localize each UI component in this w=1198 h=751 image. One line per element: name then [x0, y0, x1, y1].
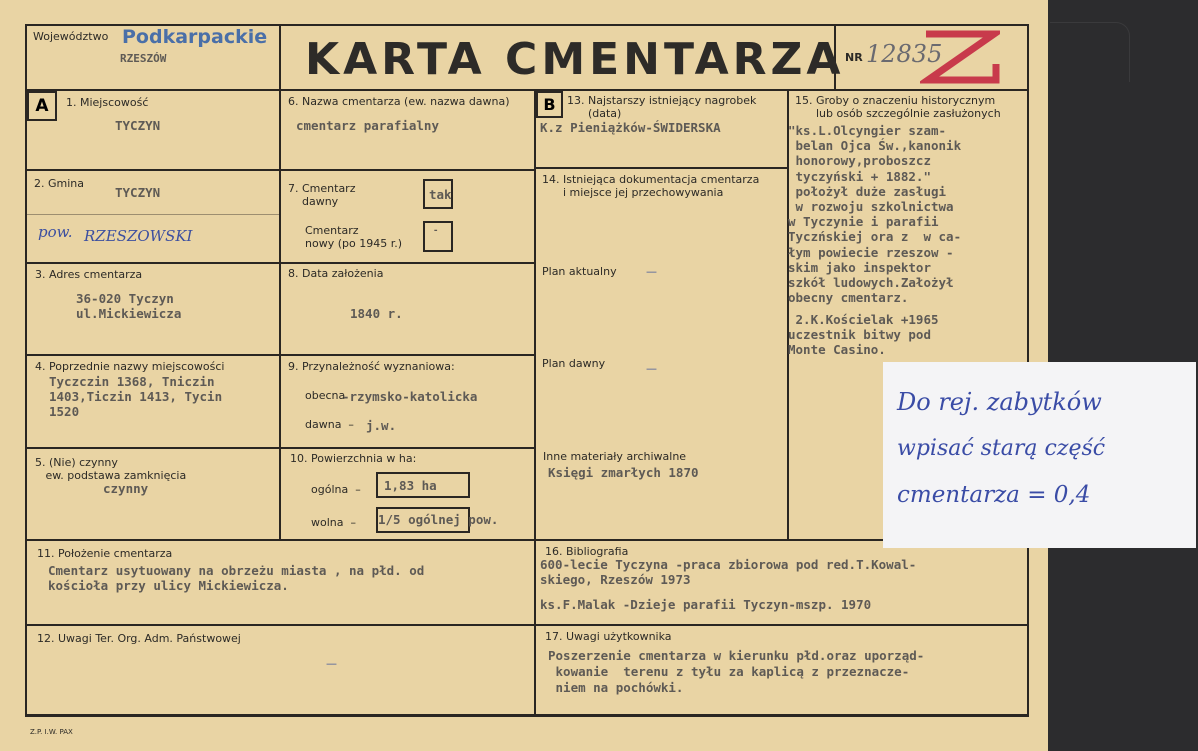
- f16-label: 16. Bibliografia: [545, 545, 629, 558]
- f7-old-label: 7. Cmentarz dawny: [288, 182, 356, 208]
- sticky-note: [883, 362, 1196, 548]
- f1-value: TYCZYN: [115, 118, 161, 133]
- f10-free-label: wolna –: [311, 516, 356, 529]
- f17-label: 17. Uwagi użytkownika: [545, 630, 672, 643]
- f10-total-value: 1,83 ha: [384, 478, 437, 493]
- wojewodztwo-label: Województwo: [33, 30, 109, 43]
- f6-label: 6. Nazwa cmentarza (ew. nazwa dawna): [288, 95, 510, 108]
- plan-old-label: Plan dawny: [542, 357, 606, 370]
- f4-label: 4. Poprzednie nazwy miejscowości: [35, 360, 225, 373]
- f15-value: "ks.L.Olcyngier szam- belan Ojca Św.,kanonik honorowy,proboszcz tyczyński + 1882." położył duże zasługi w rozwoju szkolnictwa w Tyczynie i parafii Tyczńskiej ora z w ca- łym powiecie rzeszow - skim jako inspektor szkół ludowych.Założył obecny cmentarz.: [788, 123, 962, 306]
- section-b-badge: B: [536, 91, 563, 118]
- f15-value2: 2.K.Kościelak +1965 uczestnik bitwy pod Monte Casino.: [788, 312, 939, 358]
- f7-new-box: [423, 221, 453, 252]
- nr-label: NR: [845, 51, 863, 64]
- f4-value: Tyczczin 1368, Tniczin 1403,Ticzin 1413, Tycin 1520: [49, 374, 223, 419]
- f11-value: Cmentarz usytuowany na obrzeżu miasta , na płd. od kościoła przy ulicy Mickiewicza.: [48, 563, 425, 593]
- f7-new-value: -: [433, 226, 439, 236]
- f5-label: 5. (Nie) czynny ew. podstawa zamknięcia: [35, 456, 187, 482]
- f12-label: 12. Uwagi Ter. Org. Adm. Państwowej: [37, 632, 241, 645]
- f2-label: 2. Gmina: [34, 177, 84, 190]
- f10-total-box: [376, 472, 470, 498]
- f5-value: czynny: [103, 481, 149, 496]
- f2-hand-prefix: pow.: [38, 223, 73, 241]
- f3-label: 3. Adres cmentarza: [35, 268, 143, 281]
- red-z-mark: [920, 26, 1000, 86]
- note-line-3: cmentarza = 0,4: [897, 482, 1091, 508]
- f7-old-box: [423, 179, 453, 209]
- page-title: KARTA CMENTARZA: [305, 34, 845, 85]
- wojewodztwo-stamp: Podkarpackie: [122, 26, 268, 48]
- f17-value: Poszerzenie cmentarza w kierunku płd.oraz uporząd- kowanie terenu z tyłu za kaplicą z przeznacze- niem na pochówki.: [548, 648, 925, 695]
- f9-label: 9. Przynależność wyznaniowa:: [288, 360, 455, 373]
- f16-value2: ks.F.Malak -Dzieje parafii Tyczyn-mszp. 1970: [540, 597, 872, 612]
- f15-label: 15. Groby o znaczeniu historycznym lub osób szczególnie zasłużonych: [795, 94, 1001, 120]
- note-line-2: wpisać starą część: [897, 436, 1106, 461]
- f6-value: cmentarz parafialny: [296, 118, 439, 133]
- f13-value: K.z Pieniążków-ŚWIDERSKA: [540, 120, 721, 135]
- nr-value: 12835: [866, 40, 943, 68]
- wojewodztwo-typed: RZESZÓW: [120, 52, 167, 65]
- f9-former-value: j.w.: [366, 418, 397, 433]
- other-materials-label: Inne materiały archiwalne: [543, 450, 687, 463]
- plan-old-value: —: [646, 362, 657, 375]
- f10-total-label: ogólna –: [311, 483, 361, 496]
- plan-current-value: —: [646, 265, 657, 278]
- f2-hand-value: RZESZOWSKI: [84, 227, 193, 245]
- f16-value1: 600-lecie Tyczyna -praca zbiorowa pod red.T.Kowal- skiego, Rzeszów 1973: [540, 557, 917, 587]
- f8-label: 8. Data założenia: [288, 267, 384, 280]
- f10-label: 10. Powierzchnia w ha:: [290, 452, 417, 465]
- f7-old-value: tak: [429, 187, 452, 202]
- f12-value: —: [326, 657, 337, 670]
- section-a-badge: A: [27, 91, 57, 121]
- f9-former-label: dawna –: [305, 418, 354, 431]
- plan-current-label: Plan aktualny: [542, 265, 617, 278]
- f9-current-value: -rzymsko-katolicka: [342, 389, 478, 404]
- f7-new-label: Cmentarz nowy (po 1945 r.): [305, 224, 402, 250]
- f10-free-value: 1/5 ogólnej pow.: [378, 512, 499, 527]
- f14-label: 14. Istniejąca dokumentacja cmentarza i miejsce jej przechowywania: [542, 173, 760, 199]
- other-materials-value: Księgi zmarłych 1870: [548, 465, 699, 480]
- f1-label: 1. Miejscowość: [66, 96, 149, 109]
- f13-label: 13. Najstarszy istniejący nagrobek (data): [567, 94, 757, 120]
- f11-label: 11. Położenie cmentarza: [37, 547, 173, 560]
- f8-value: 1840 r.: [350, 306, 403, 321]
- note-line-1: Do rej. zabytków: [897, 388, 1102, 416]
- f2-value: TYCZYN: [115, 185, 161, 200]
- f3-value: 36-020 Tyczyn ul.Mickiewicza: [76, 291, 182, 321]
- printer-mark: Z.P. I.W. PAX: [30, 728, 73, 736]
- f9-current-label: obecna: [305, 389, 346, 402]
